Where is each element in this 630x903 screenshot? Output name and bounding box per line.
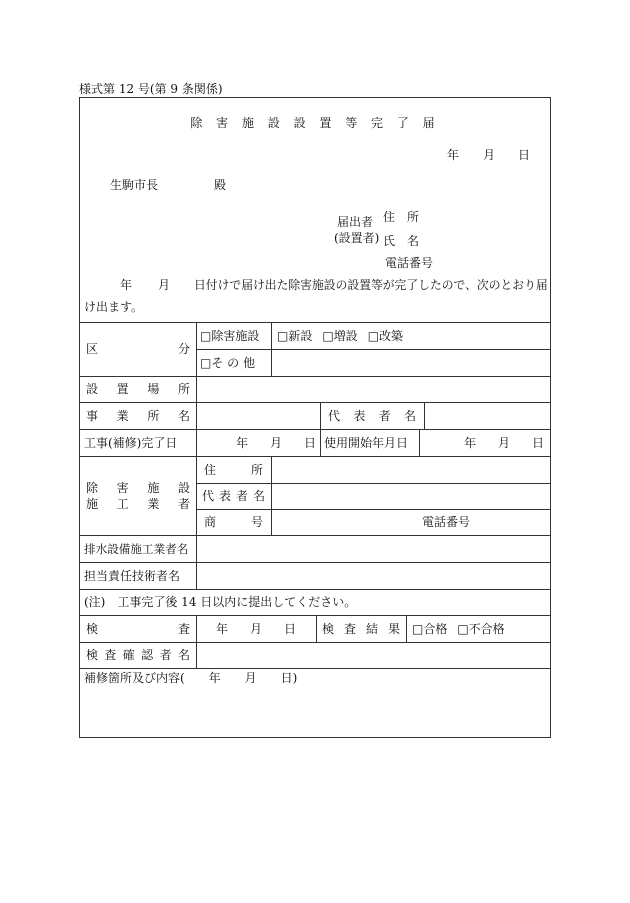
note-text: (注) 工事完了後 14 日以内に提出してください。: [84, 595, 357, 609]
facility-checkbox[interactable]: □除害施設: [200, 328, 260, 343]
category-label: 区 分: [86, 342, 190, 356]
contractor-address-field[interactable]: [271, 456, 550, 483]
inspector-label: 検 査 確 認 者 名: [86, 648, 190, 662]
form-number: 様式第 12 号(第 9 条関係): [79, 82, 223, 96]
repair-field[interactable]: [80, 686, 550, 737]
contractor-rep-field[interactable]: [271, 483, 550, 509]
usage-start-label: 使用開始年月日: [324, 435, 409, 450]
intro-text-line2: け出ます。: [84, 300, 144, 314]
form-title: 除 害 施 設 設 置 等 完 了 届: [190, 116, 440, 130]
drain-contractor-field[interactable]: [196, 535, 550, 562]
engineer-label: 担当責任技術者名: [84, 568, 181, 583]
inspection-result-label: 検 査 結 果: [322, 621, 400, 636]
office-name-field[interactable]: [196, 402, 320, 429]
inspection-label: 検 査: [86, 621, 190, 636]
engineer-field[interactable]: [196, 562, 550, 589]
date-month: 月: [483, 148, 496, 162]
other-checkbox[interactable]: □そ の 他: [200, 355, 255, 370]
intro-month: 月: [158, 278, 171, 292]
addressee-honorific: 殿: [214, 178, 227, 192]
contractor-address-label: 住 所: [204, 462, 263, 477]
notification-form: [79, 97, 551, 738]
completion-date-label: 工事(補修)完了日: [84, 435, 178, 450]
representative-field[interactable]: [424, 402, 550, 429]
completion-date-field[interactable]: 年 月 日: [235, 435, 316, 450]
location-field[interactable]: [196, 376, 550, 402]
date-year: 年: [447, 148, 460, 162]
other-detail-field[interactable]: [271, 349, 550, 376]
office-name-label: 事 業 所 名: [86, 408, 190, 423]
location-label: 設 置 場 所: [86, 382, 190, 396]
intro-text: 日付けで届け出た除害施設の設置等が完了したので、次のとおり届: [194, 278, 548, 292]
renovate-checkbox[interactable]: □改築: [367, 328, 404, 343]
drain-contractor-label: 排水設備施工業者名: [84, 541, 189, 556]
pass-checkbox[interactable]: □合格: [412, 621, 448, 636]
fail-checkbox[interactable]: □不合格: [457, 621, 505, 636]
contractor-phone-label: 電話番号: [422, 515, 471, 529]
construction-type: [271, 322, 550, 349]
inspection-date-field[interactable]: 年 月 日: [215, 621, 297, 636]
representative-label: 代 表 者 名: [328, 408, 416, 423]
applicant-phone: 電話番号: [385, 256, 434, 270]
contractor-rep-label: 代 表 者 名: [202, 489, 265, 503]
inspector-field[interactable]: [196, 642, 550, 668]
addressee-mayor: 生駒市長: [110, 178, 159, 192]
applicant-name: 氏 名: [383, 234, 420, 248]
applicant-address: 住 所: [383, 210, 420, 224]
rule: [80, 668, 550, 669]
contractor-trade-label: 商 号: [204, 515, 263, 529]
contractor-label: 除 害 施 設 施 工 業 者: [86, 480, 190, 511]
new-checkbox[interactable]: □新設: [277, 328, 313, 343]
applicant-label: 届出者: [337, 215, 374, 229]
form-header: [80, 98, 550, 322]
intro-year: 年: [120, 278, 133, 292]
usage-start-field[interactable]: 年 月 日: [463, 435, 544, 450]
inspection-result-options: [406, 615, 550, 642]
date-day: 日: [518, 148, 531, 162]
expand-checkbox[interactable]: □増設: [322, 328, 358, 343]
applicant-label-sub: (設置者): [334, 231, 380, 245]
repair-label: 補修箇所及び内容( 年 月 日): [84, 671, 298, 685]
